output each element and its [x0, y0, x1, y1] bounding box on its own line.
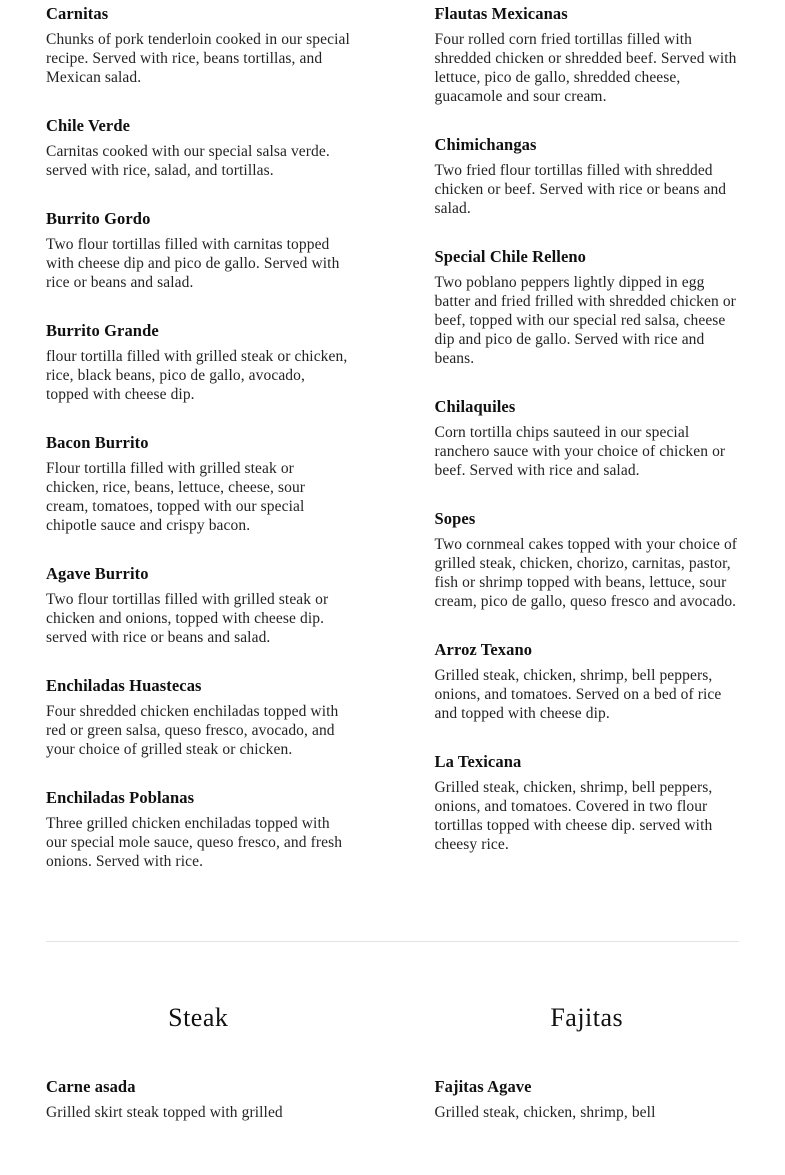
menu-item-name: Enchiladas Huastecas [46, 676, 202, 695]
menu-item-description: Four rolled corn fried tortillas filled with shredded chicken or shredded beef. Served with lettuce, pico de gallo, shredded cheese, guacamole and sour cream. [434, 31, 737, 105]
menu-columns [46, 3, 739, 899]
menu-item-name: Chimichangas [434, 135, 537, 154]
menu-item-description: Two flour tortillas filled with carnitas topped with cheese dip and pico de gallo. Served with rice or beans and salad. [46, 236, 340, 291]
menu-item-name: Flautas Mexicanas [434, 4, 568, 23]
menu-item-name: Fajitas Agave [434, 1077, 532, 1096]
menu-item-name: Carnitas [46, 4, 109, 23]
menu-item-name: La Texicana [434, 752, 522, 771]
menu-column-left [46, 3, 351, 899]
menu-item [435, 246, 740, 368]
menu-item [435, 3, 740, 106]
menu-item-name: Chilaquiles [434, 397, 516, 416]
section-fajitas [435, 1002, 740, 1150]
menu-item-description: Two fried flour tortillas filled with shredded chicken or beef. Served with rice or beans and salad. [434, 162, 727, 217]
lower-sections [46, 1002, 739, 1150]
menu-item-name: Chile Verde [46, 116, 131, 135]
menu-item [46, 208, 351, 292]
menu-item [46, 3, 351, 87]
menu-item-name: Burrito Gordo [46, 209, 151, 228]
menu-item-description: Grilled steak, chicken, shrimp, bell peppers, onions, and tomatoes. Covered in two flour tortillas topped with cheese dip. served with cheesy rice. [434, 779, 713, 853]
section-steak [46, 1002, 351, 1150]
menu-item-name: Agave Burrito [46, 564, 149, 583]
section-title-fajitas: Fajitas [550, 1003, 624, 1032]
menu-item-name: Carne asada [46, 1077, 136, 1096]
section-divider [46, 941, 739, 942]
menu-item [46, 787, 351, 871]
menu-item [435, 508, 740, 611]
menu-item-description: Two poblano peppers lightly dipped in egg batter and fried frilled with shredded chicken or beef, topped with our special red salsa, cheese dip and pico de gallo. Served with rice and beans. [434, 274, 736, 367]
menu-item-name: Arroz Texano [434, 640, 533, 659]
menu-item-description: flour tortilla filled with grilled steak or chicken, rice, black beans, pico de gallo, avocado, topped with cheese dip. [46, 348, 348, 403]
menu-item [46, 1076, 351, 1122]
menu-item-name: Enchiladas Poblanas [46, 788, 195, 807]
menu-item [46, 115, 351, 180]
menu-item-description: Grilled steak, chicken, shrimp, bell peppers, onions, and tomatoes. Served on a bed of rice and topped with cheese dip. [434, 667, 722, 722]
menu-item [435, 396, 740, 480]
menu-item [435, 134, 740, 218]
menu-item-name: Sopes [434, 509, 476, 528]
menu-item-description: Two cornmeal cakes topped with your choice of grilled steak, chicken, chorizo, carnitas, pastor, fish or shrimp topped with beans, lettuce, sour cream, pico de gallo, queso fresco and avocado. [434, 536, 738, 610]
menu-item [46, 675, 351, 759]
menu-item-name: Burrito Grande [46, 321, 159, 340]
menu-item [435, 639, 740, 723]
menu-item [46, 432, 351, 535]
menu-item [435, 1076, 740, 1122]
menu-item-description: Grilled steak, chicken, shrimp, bell [434, 1104, 656, 1121]
menu-item-description: Corn tortilla chips sauteed in our special ranchero sauce with your choice of chicken or beef. Served with rice and salad. [434, 424, 726, 479]
menu-item-name: Special Chile Relleno [434, 247, 587, 266]
menu-item [46, 563, 351, 647]
menu-item-description: Flour tortilla filled with grilled steak or chicken, rice, beans, lettuce, cheese, sour cream, tomatoes, topped with our special chipotle sauce and crispy bacon. [46, 460, 306, 534]
menu-item [435, 751, 740, 854]
menu-item [46, 320, 351, 404]
section-title-steak: Steak [168, 1003, 229, 1032]
menu-item-description: Four shredded chicken enchiladas topped with red or green salsa, queso fresco, avocado, and your choice of grilled steak or chicken. [46, 703, 339, 758]
menu-item-description: Two flour tortillas filled with grilled steak or chicken and onions, topped with cheese dip. served with rice or beans and salad. [46, 591, 329, 646]
menu-column-right [435, 3, 740, 882]
menu-item-description: Chunks of pork tenderloin cooked in our special recipe. Served with rice, beans tortillas, and Mexican salad. [46, 31, 350, 86]
menu-item-description: Carnitas cooked with our special salsa verde. served with rice, salad, and tortillas. [46, 143, 330, 179]
menu-item-name: Bacon Burrito [46, 433, 149, 452]
menu-item-description: Grilled skirt steak topped with grilled [46, 1104, 283, 1121]
menu-item-description: Three grilled chicken enchiladas topped with our special mole sauce, queso fresco, and fresh onions. Served with rice. [46, 815, 343, 870]
